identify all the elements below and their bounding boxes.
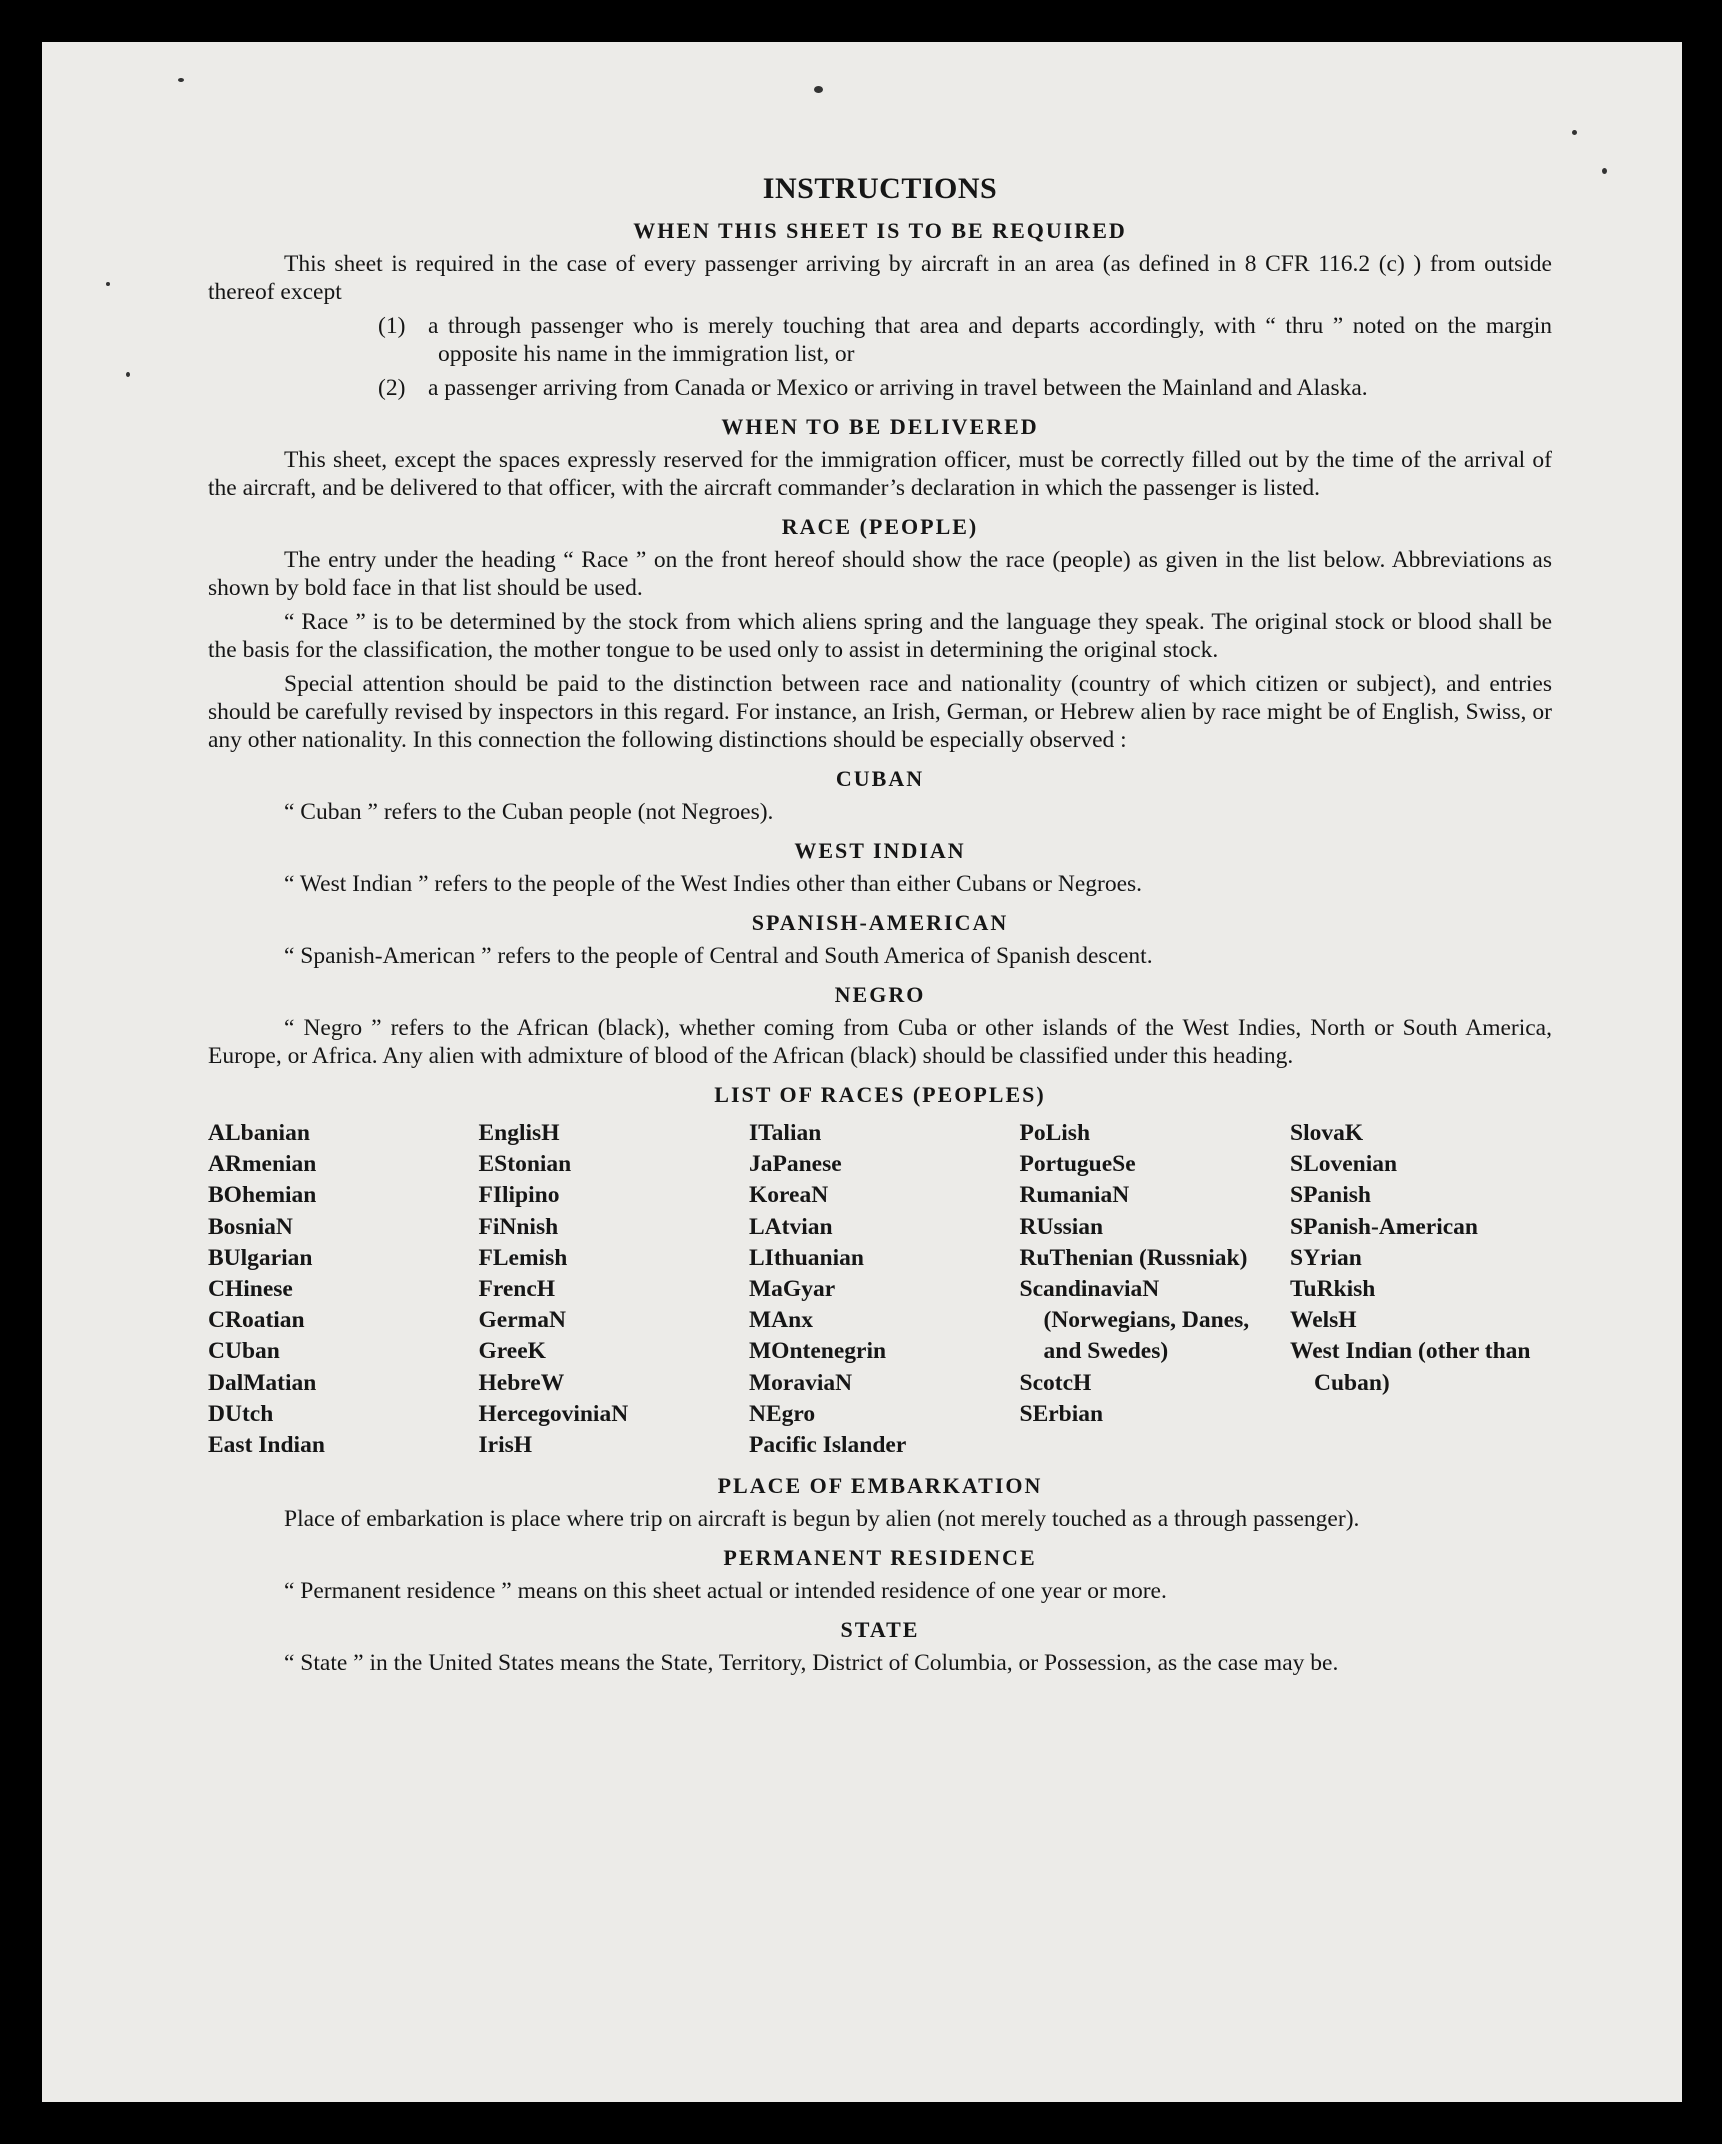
race-entry: ITalian (749, 1120, 822, 1146)
exception-text: a through passenger who is merely touching that area and departs accordingly, with “ thru ” noted on the margin opposite his name in the immigration list, or (428, 313, 1552, 367)
race-entry: LAtvian (749, 1213, 833, 1240)
paragraph-when-required: This sheet is required in the case of every passenger arriving by aircraft in an area (as defined in 8 CFR 116.2 (c) ) from outside thereof except (208, 251, 1552, 305)
exception-item (208, 312, 1552, 368)
heading-permanent-residence: PERMANENT RESIDENCE (723, 1545, 1037, 1571)
document-page (42, 42, 1682, 2102)
exception-text: a passenger arriving from Canada or Mexico or arriving in travel between the Mainland and Alaska. (428, 375, 1368, 401)
paragraph-state: “ State ” in the United States means the State, Territory, District of Columbia, or Possession, as the case may be. (284, 1650, 1339, 1677)
race-entry: PortugueSe (1019, 1151, 1136, 1178)
race-list (208, 1118, 1552, 1461)
paragraph-race-entry: The entry under the heading “ Race ” on the front hereof should show the race (people) as given in the list below. Abbreviations as shown by bold face in that list should be used. (208, 547, 1552, 601)
scan-speck (814, 86, 823, 93)
race-entry: PoLish (1019, 1120, 1091, 1146)
paragraph-place-of-embarkation: Place of embarkation is place where trip on aircraft is begun by alien (not merely touched as a through passenger). (284, 1506, 1360, 1533)
race-entry: JaPanese (749, 1151, 842, 1178)
heading-place-of-embarkation: PLACE OF EMBARKATION (717, 1473, 1043, 1499)
race-entry: ScotcH (1019, 1369, 1092, 1396)
race-column (479, 1118, 741, 1461)
race-entry: SPanish-American (1290, 1213, 1478, 1240)
race-entry: LIthuanian (749, 1244, 864, 1271)
scan-speck (1572, 130, 1577, 135)
race-entry: SYrian (1290, 1244, 1362, 1271)
race-entry: KoreaN (749, 1182, 829, 1209)
race-column (749, 1118, 1011, 1461)
race-entry: West Indian (other than Cuban) (1290, 1338, 1531, 1396)
heading-when-delivered: WHEN TO BE DELIVERED (721, 414, 1039, 439)
race-entry: SLovenian (1290, 1151, 1398, 1178)
race-entry: BUlgarian (208, 1244, 313, 1271)
paragraph-race-definition: “ Race ” is to be determined by the stock from which aliens spring and the language they speak. The original stock or blood shall be the basis for the classification, the mother tongue to be used only to assist in determining the original stock. (208, 609, 1552, 663)
paragraph-west-indian: “ West Indian ” refers to the people of the West Indies other than either Cubans or Negroes. (284, 871, 1143, 897)
heading-west-indian: WEST INDIAN (794, 838, 966, 863)
race-entry: GermaN (478, 1307, 566, 1334)
heading-list-of-races: LIST OF RACES (PEOPLES) (714, 1082, 1046, 1107)
race-entry: HebreW (478, 1369, 565, 1396)
race-entry: DUtch (208, 1400, 274, 1427)
race-entry: DalMatian (208, 1369, 317, 1396)
heading-spanish-american: SPANISH-AMERICAN (751, 910, 1009, 935)
race-entry: CRoatian (208, 1307, 305, 1334)
exception-number: (2) (378, 375, 406, 401)
race-entry: EStonian (478, 1151, 572, 1178)
heading-race: RACE (PEOPLE) (781, 514, 979, 539)
race-entry: EnglisH (478, 1120, 560, 1146)
race-column (208, 1118, 470, 1461)
race-entry: BOhemian (208, 1182, 317, 1209)
heading-when-required: WHEN THIS SHEET IS TO BE REQUIRED (633, 218, 1127, 243)
race-entry: SErbian (1019, 1400, 1104, 1427)
race-entry: MAnx (749, 1307, 813, 1334)
scan-speck (126, 372, 130, 377)
race-entry: RumaniaN (1019, 1182, 1130, 1209)
race-entry: HercegoviniaN (478, 1400, 629, 1427)
scan-speck (1602, 168, 1607, 174)
race-entry: RuThenian (Russniak) (1019, 1244, 1248, 1271)
race-column (1290, 1118, 1552, 1461)
heading-cuban: CUBAN (835, 766, 925, 791)
race-entry: FiNnish (478, 1213, 559, 1240)
heading-state: STATE (840, 1617, 920, 1643)
race-entry: GreeK (478, 1338, 546, 1365)
race-entry: ARmenian (208, 1151, 317, 1178)
paragraph-spanish-american: “ Spanish-American ” refers to the people of Central and South America of Spanish descent. (284, 943, 1153, 969)
race-entry: ALbanian (208, 1120, 310, 1146)
page-title: INSTRUCTIONS (762, 172, 998, 205)
race-entry: East Indian (208, 1432, 325, 1459)
race-entry: RUssian (1019, 1213, 1104, 1240)
race-entry: CUban (208, 1338, 280, 1365)
heading-negro: NEGRO (834, 982, 926, 1007)
race-entry: ScandinaviaN (Norwegians, Danes, and Swedes) (1019, 1276, 1250, 1365)
scan-speck (106, 282, 110, 286)
race-entry: FrencH (478, 1276, 556, 1303)
race-entry: FIlipino (478, 1182, 560, 1209)
paragraph-when-delivered: This sheet, except the spaces expressly reserved for the immigration officer, must be correctly filled out by the time of the arrival of the aircraft, and be delivered to that officer, with the aircraft commander’s declaration in which the passenger is listed. (208, 447, 1552, 501)
race-entry: Pacific Islander (749, 1432, 907, 1459)
exception-number: (1) (378, 313, 406, 339)
race-entry: SlovaK (1290, 1120, 1364, 1146)
paragraph-cuban: “ Cuban ” refers to the Cuban people (not Negroes). (284, 799, 774, 825)
exception-item (208, 374, 1552, 402)
instructions-content (208, 172, 1552, 1683)
race-entry: MaGyar (749, 1276, 836, 1303)
race-entry: TuRkish (1290, 1276, 1376, 1303)
race-entry: NEgro (749, 1400, 816, 1427)
race-entry: MOntenegrin (749, 1338, 887, 1365)
race-entry: FLemish (478, 1244, 568, 1271)
exception-list (208, 312, 1552, 402)
race-entry: IrisH (478, 1432, 533, 1459)
race-entry: WelsH (1290, 1307, 1357, 1334)
paragraph-permanent-residence: “ Permanent residence ” means on this sheet actual or intended residence of one year or more. (284, 1578, 1167, 1605)
race-entry: SPanish (1290, 1182, 1371, 1209)
race-entry: CHinese (208, 1276, 293, 1303)
paragraph-race-nationality: Special attention should be paid to the distinction between race and nationality (country of which citizen or subject), and entries should be carefully revised by inspectors in this regard. For instance, an Irish, German, or Hebrew alien by race might be of English, Swiss, or any other nationality. In this connection the following distinctions should be especially observed : (208, 671, 1552, 753)
race-column (1020, 1118, 1282, 1461)
scan-speck (178, 78, 184, 82)
paragraph-negro: “ Negro ” refers to the African (black), whether coming from Cuba or other islands of the West Indies, North or South America, Europe, or Africa. Any alien with admixture of blood of the African (black) should be classified under this heading. (208, 1015, 1552, 1069)
race-entry: BosniaN (208, 1213, 293, 1240)
race-entry: MoraviaN (749, 1369, 853, 1396)
